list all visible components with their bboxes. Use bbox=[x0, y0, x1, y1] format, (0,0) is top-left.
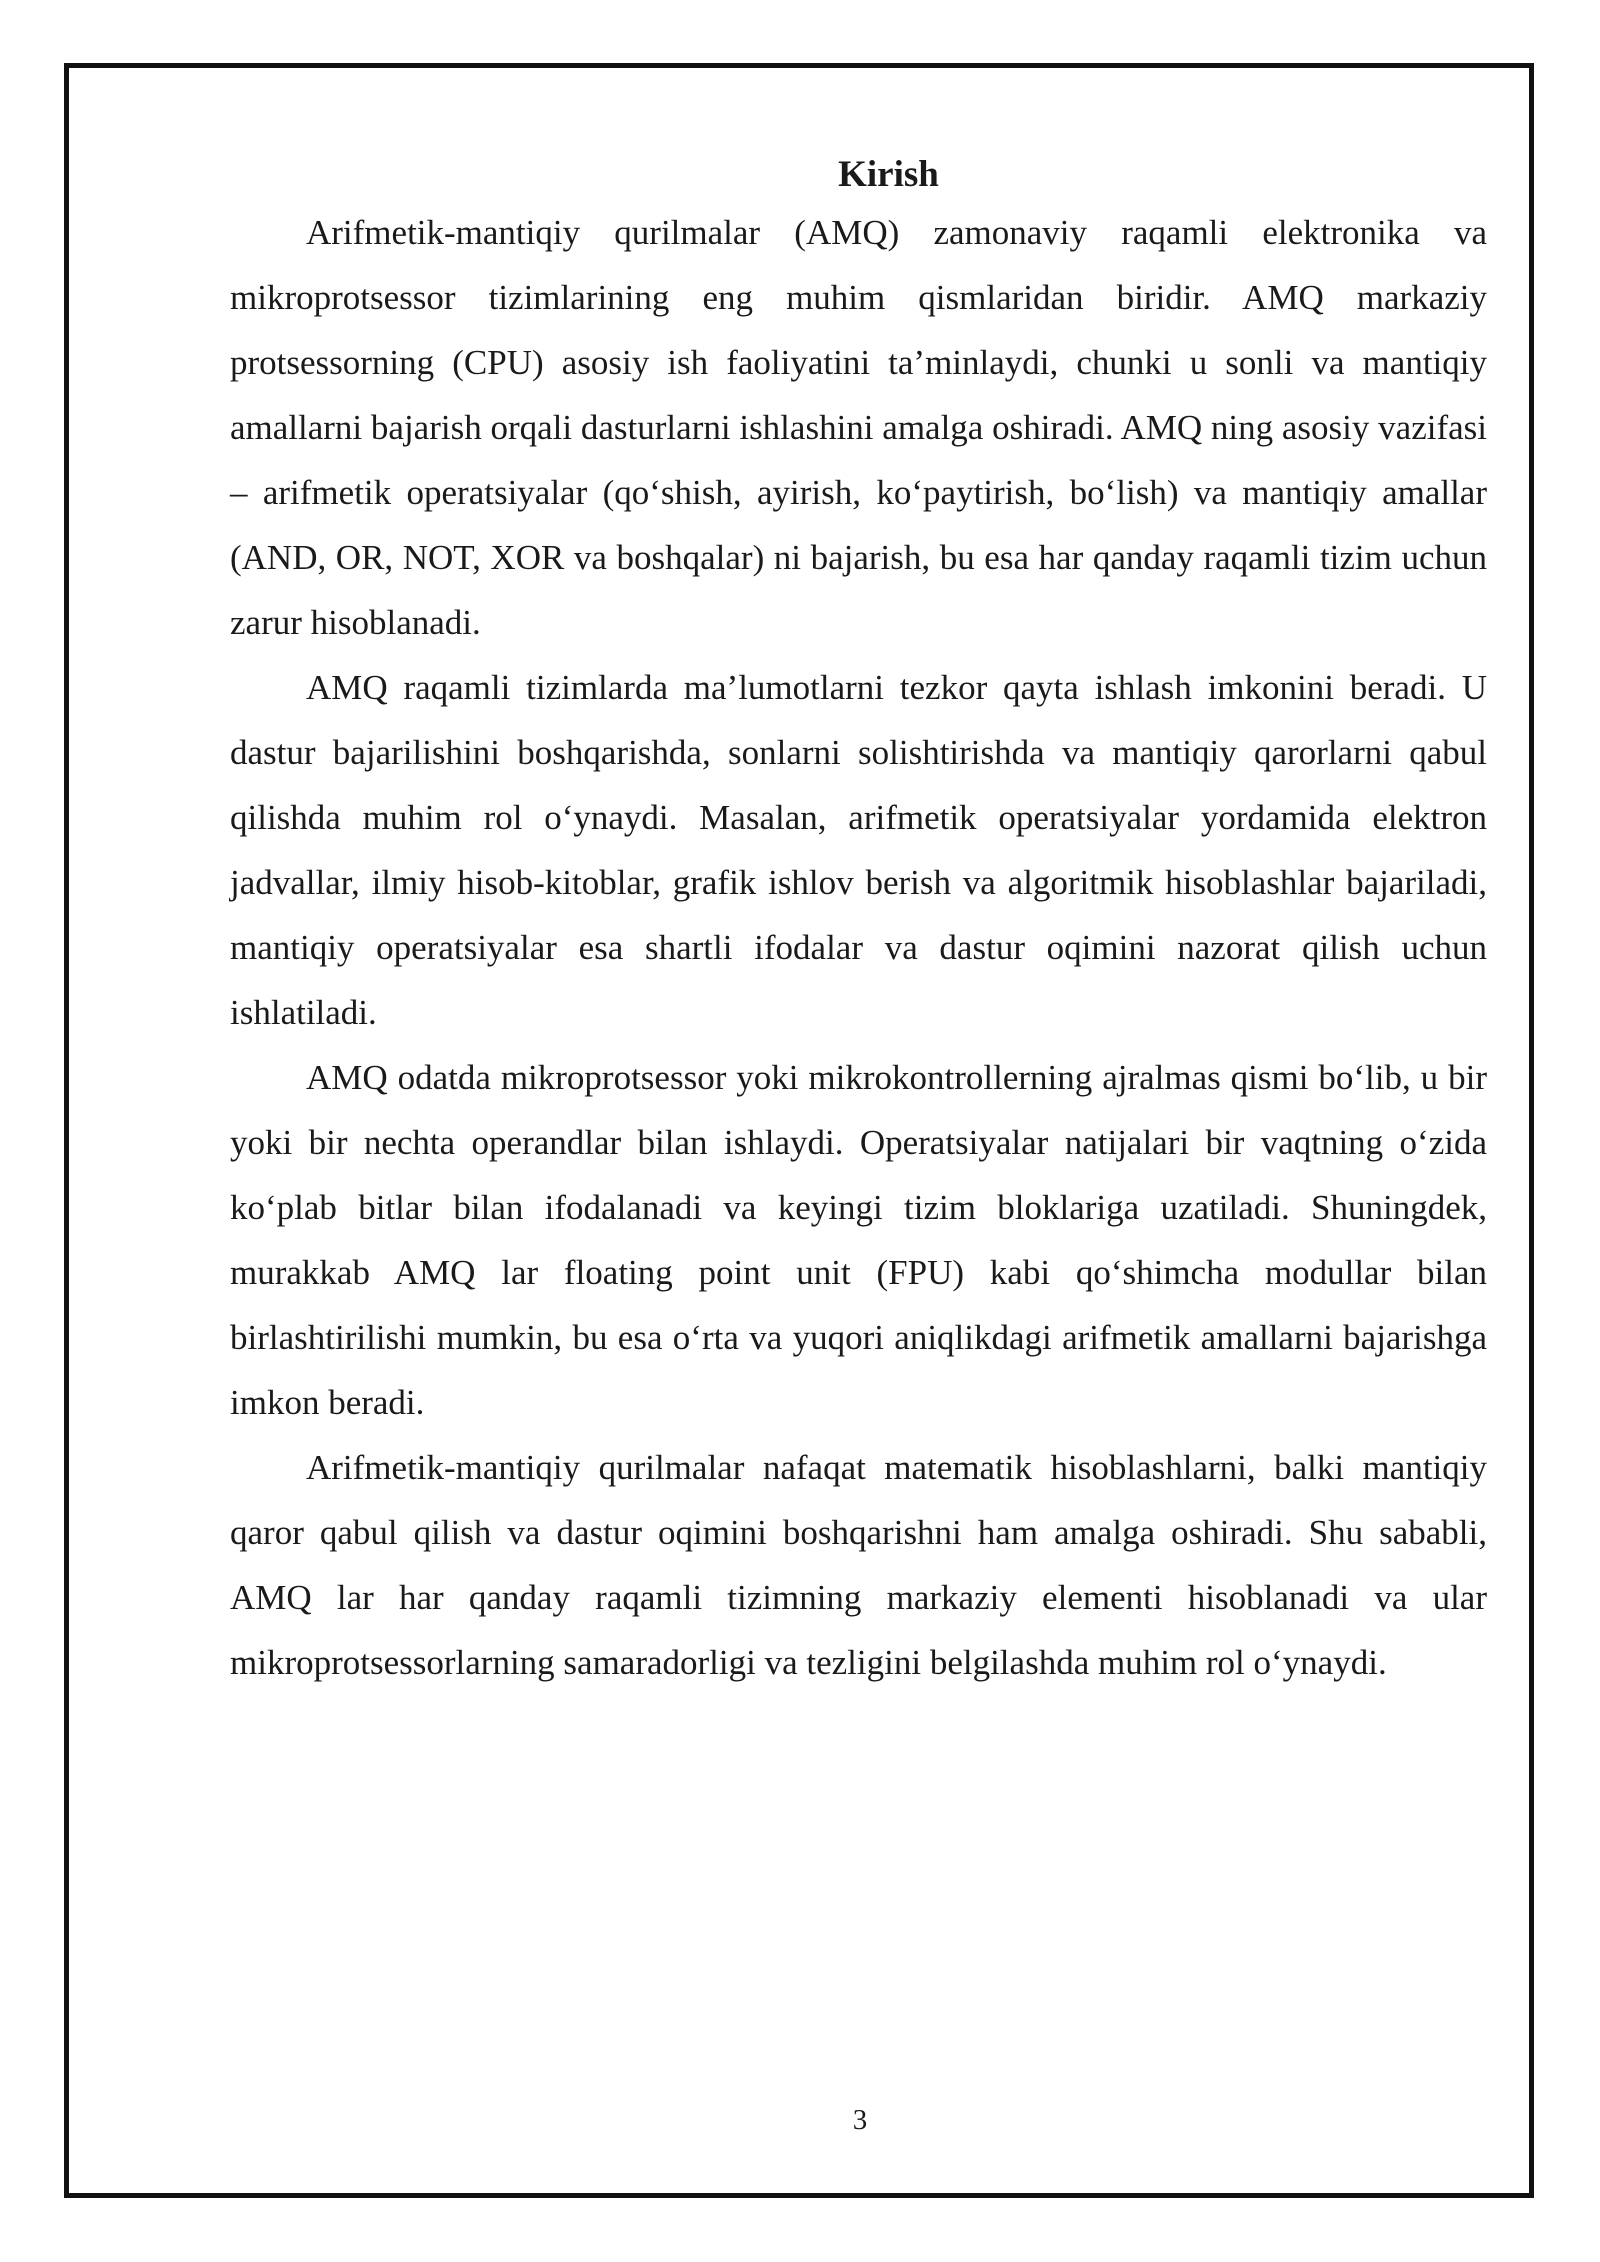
section-heading: Kirish bbox=[838, 154, 939, 195]
paragraph-1: Arifmetik-mantiqiy qurilmalar (AMQ) zamonaviy raqamli elektronika va mikroprotsessor tizimlarining eng muhim qismlaridan biridir. AMQ markaziy protsessorning (CPU) asosiy ish faoliyatini ta’minlaydi, chunki u sonli va mantiqiy amallarni bajarish orqali dasturlarni ishlashini amalga oshiradi. AMQ ning asosiy vazifasi – arifmetik operatsiyalar (qo‘shish, ayirish, ko‘paytirish, bo‘lish) va mantiqiy amallar (AND, OR, NOT, XOR va boshqalar) ni bajarish, bu esa har qanday raqamli tizim uchun zarur hisoblanadi. bbox=[230, 213, 1487, 642]
page-content bbox=[230, 150, 1487, 1695]
paragraph-2: AMQ raqamli tizimlarda ma’lumotlarni tezkor qayta ishlash imkonini beradi. U dastur bajarilishini boshqarishda, sonlarni solishtirishda va mantiqiy qarorlarni qabul qilishda muhim rol o‘ynaydi. Masalan, arifmetik operatsiyalar yordamida elektron jadvallar, ilmiy hisob-kitoblar, grafik ishlov berish va algoritmik hisoblashlar bajariladi, mantiqiy operatsiyalar esa shartli ifodalar va dastur oqimini nazorat qilish uchun ishlatiladi. bbox=[230, 668, 1487, 1032]
paragraph-4: Arifmetik-mantiqiy qurilmalar nafaqat matematik hisoblashlarni, balki mantiqiy qaror qabul qilish va dastur oqimini boshqarishni ham amalga oshiradi. Shu sababli, AMQ lar har qanday raqamli tizimning markaziy elementi hisoblanadi va ular mikroprotsessorlarning samaradorligi va tezligini belgilashda muhim rol o‘ynaydi. bbox=[230, 1448, 1487, 1682]
page-number: 3 bbox=[852, 2104, 868, 2136]
paragraph-3: AMQ odatda mikroprotsessor yoki mikrokontrollerning ajralmas qismi bo‘lib, u bir yoki bir nechta operandlar bilan ishlaydi. Operatsiyalar natijalari bir vaqtning o‘zida ko‘plab bitlar bilan ifodalanadi va keyingi tizim bloklariga uzatiladi. Shuningdek, murakkab AMQ lar floating point unit (FPU) kabi qo‘shimcha modullar bilan birlashtirilishi mumkin, bu esa o‘rta va yuqori aniqlikdagi arifmetik amallarni bajarishga imkon beradi. bbox=[230, 1058, 1487, 1422]
